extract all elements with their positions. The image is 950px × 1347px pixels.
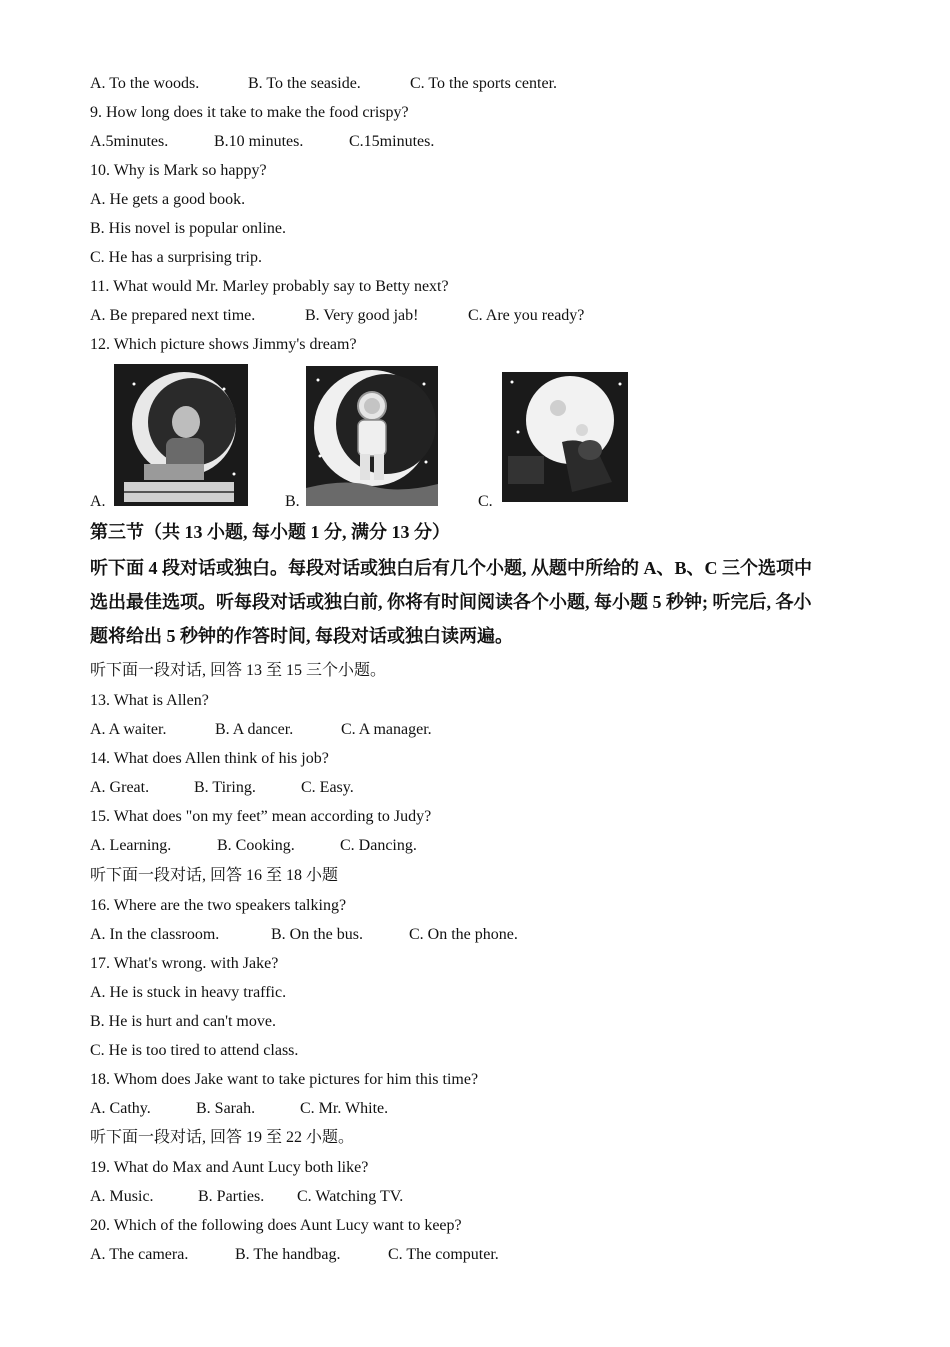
q8-option-b: B. To the seaside. [248, 75, 361, 92]
q9-option-a: A.5minutes. [90, 133, 169, 150]
q11-options [90, 306, 584, 326]
q11-option-c: C. Are you ready? [468, 307, 585, 324]
q17-question: 17. What's wrong. with Jake? [90, 955, 279, 972]
q14-options [90, 778, 354, 798]
q20-options [90, 1245, 499, 1265]
q10-option-c: C. He has a surprising trip. [90, 249, 262, 266]
section3-heading: 第三节（共 13 小题, 每小题 1 分, 满分 13 分） [90, 522, 450, 542]
q12-picture-b [306, 366, 438, 506]
q18-question: 18. Whom does Jake want to take pictures for him this time? [90, 1071, 479, 1088]
q19-question: 19. What do Max and Aunt Lucy both like? [90, 1159, 369, 1176]
q10-option-b: B. His novel is popular online. [90, 220, 286, 237]
section3-instruction-line-3: 题将给出 5 秒钟的作答时间, 每段对话或独白读两遍。 [90, 626, 513, 646]
group3-intro: 听下面一段对话, 回答 19 至 22 小题。 [90, 1129, 355, 1146]
q14-question: 14. What does Allen think of his job? [90, 750, 329, 767]
q13-question: 13. What is Allen? [90, 692, 209, 709]
q18-options [90, 1099, 388, 1119]
q9-option-c: C.15minutes. [349, 133, 435, 150]
q13-option-a: A. A waiter. [90, 721, 167, 738]
q16-option-c: C. On the phone. [409, 926, 518, 943]
q8-option-c: C. To the sports center. [410, 75, 558, 92]
q10-question: 10. Why is Mark so happy? [90, 162, 267, 179]
q17-option-b: B. He is hurt and can't move. [90, 1013, 276, 1030]
q16-question: 16. Where are the two speakers talking? [90, 897, 347, 914]
q15-question: 15. What does "on my feet” mean according to Judy? [90, 808, 432, 825]
q19-option-b: B. Parties. [198, 1188, 265, 1205]
q19-options [90, 1187, 403, 1207]
q15-option-b: B. Cooking. [217, 837, 295, 854]
q15-option-a: A. Learning. [90, 837, 172, 854]
q13-option-b: B. A dancer. [215, 721, 294, 738]
q14-option-a: A. Great. [90, 779, 150, 796]
q8-option-a: A. To the woods. [90, 75, 200, 92]
q9-question: 9. How long does it take to make the food crispy? [90, 104, 409, 121]
q18-option-c: C. Mr. White. [300, 1100, 389, 1117]
q12-label-b: B. [285, 493, 300, 510]
q19-option-a: A. Music. [90, 1188, 154, 1205]
q17-option-c: C. He is too tired to attend class. [90, 1042, 299, 1059]
q16-options [90, 925, 518, 945]
q13-option-c: C. A manager. [341, 721, 432, 738]
q13-options [90, 720, 432, 740]
q20-question: 20. Which of the following does Aunt Lucy want to keep? [90, 1217, 462, 1234]
q18-option-b: B. Sarah. [196, 1100, 256, 1117]
q20-option-b: B. The handbag. [235, 1246, 341, 1263]
q9-options [90, 132, 434, 152]
q14-option-c: C. Easy. [301, 779, 354, 796]
q12-label-c: C. [478, 493, 493, 510]
q11-option-b: B. Very good jab! [305, 307, 419, 324]
q12-picture-c [502, 372, 628, 502]
q10-option-a: A. He gets a good book. [90, 191, 246, 208]
q11-option-a: A. Be prepared next time. [90, 307, 256, 324]
q20-option-c: C. The computer. [388, 1246, 499, 1263]
q18-option-a: A. Cathy. [90, 1100, 151, 1117]
section3-instruction-line-1: 听下面 4 段对话或独白。每段对话或独白后有几个小题, 从题中所给的 A、B、C 三个选项中 [90, 558, 813, 578]
group2-intro: 听下面一段对话, 回答 16 至 18 小题 [90, 867, 339, 884]
q12-label-a: A. [90, 493, 106, 510]
q12-question: 12. Which picture shows Jimmy's dream? [90, 336, 357, 353]
q15-options [90, 836, 417, 856]
q11-question: 11. What would Mr. Marley probably say to Betty next? [90, 278, 449, 295]
q17-option-a: A. He is stuck in heavy traffic. [90, 984, 287, 1001]
q15-option-c: C. Dancing. [340, 837, 417, 854]
q16-option-a: A. In the classroom. [90, 926, 220, 943]
q8-options [90, 74, 557, 94]
q20-option-a: A. The camera. [90, 1246, 189, 1263]
q19-option-c: C. Watching TV. [297, 1188, 404, 1205]
group1-intro: 听下面一段对话, 回答 13 至 15 三个小题。 [90, 662, 387, 679]
q12-picture-a [114, 364, 248, 506]
section3-instruction-line-2: 选出最佳选项。听每段对话或独白前, 你将有时间阅读各个小题, 每小题 5 秒钟; 听完后, 各小 [90, 592, 812, 612]
q9-option-b: B.10 minutes. [214, 133, 304, 150]
q16-option-b: B. On the bus. [271, 926, 363, 943]
q14-option-b: B. Tiring. [194, 779, 256, 796]
